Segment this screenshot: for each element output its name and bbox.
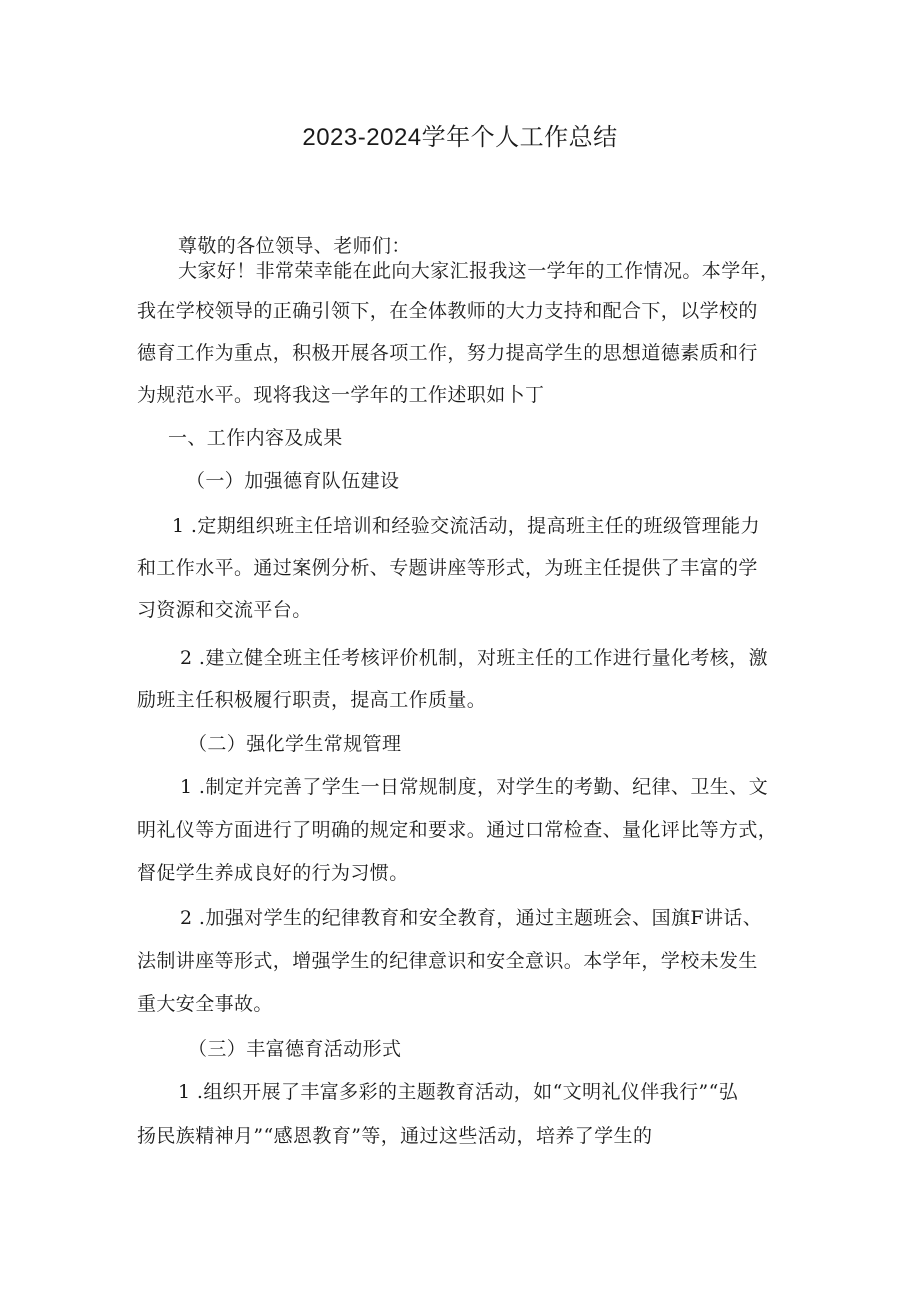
intro-line-3: 德育工作为重点，积极开展各项工作，努力提高学生的思想道德素质和行 (137, 342, 758, 364)
sub3-item1-line-2: 扬民族精神月”“感恩教育”等，通过这些活动，培养了学生的 (137, 1125, 653, 1147)
sub1-item2-line-2: 励班主任积极履行职责，提高工作质量。 (137, 689, 487, 711)
sub2-item1-line-1: 1 .制定并完善了学生一日常规制度，对学生的考勤、纪律、卫生、文 (180, 776, 768, 798)
sub2-item2-line-2: 法制讲座等形式，增强学生的纪律意识和安全意识。本学年，学校未发生 (137, 950, 758, 972)
sub3-item1-line-1: 1 .组织开展了丰富多彩的主题教育活动，如“文明礼仪伴我行”“弘 (178, 1081, 739, 1103)
sub1-item1-line-3: 习资源和交流平台。 (137, 599, 312, 621)
subsection-heading-3: （三）丰富德育活动形式 (188, 1038, 402, 1060)
sub1-item1-line-1: 1 .定期组织班主任培训和经验交流活动，提高班主任的班级管理能力 (172, 515, 760, 537)
sub2-item2-line-3: 重大安全事故。 (137, 993, 273, 1015)
sub1-item2-line-1: 2 .建立健全班主任考核评价机制，对班主任的工作进行量化考核，激 (180, 647, 768, 669)
document-title: 2023-2024学年个人工作总结 (302, 124, 618, 151)
subsection-heading-2: （二）强化学生常规管理 (188, 733, 402, 755)
subsection-heading-1: （一）加强德育队伍建设 (186, 470, 400, 492)
intro-line-1: 大家好！非常荣幸能在此向大家汇报我这一学年的工作情况。本学年， (178, 260, 780, 282)
sub1-item1-line-2: 和工作水平。通过案例分析、专题讲座等形式，为班主任提供了丰富的学 (137, 557, 758, 579)
section-heading-1: 一、工作内容及成果 (168, 427, 343, 449)
greeting: 尊敬的各位领导、老师们： (178, 235, 411, 257)
intro-line-2: 我在学校领导的正确引领下，在全体教师的大力支持和配合下，以学校的 (137, 300, 758, 322)
sub2-item1-line-3: 督促学生养成良好的行为习惯。 (137, 862, 409, 884)
intro-line-4: 为规范水平。现将我这一学年的工作述职如卜丁 (137, 384, 545, 406)
sub2-item2-line-1: 2 .加强对学生的纪律教育和安全教育，通过主题班会、国旗F讲话、 (180, 907, 763, 929)
sub2-item1-line-2: 明礼仪等方面进行了明确的规定和要求。通过口常检查、量化评比等方式， (137, 819, 778, 841)
